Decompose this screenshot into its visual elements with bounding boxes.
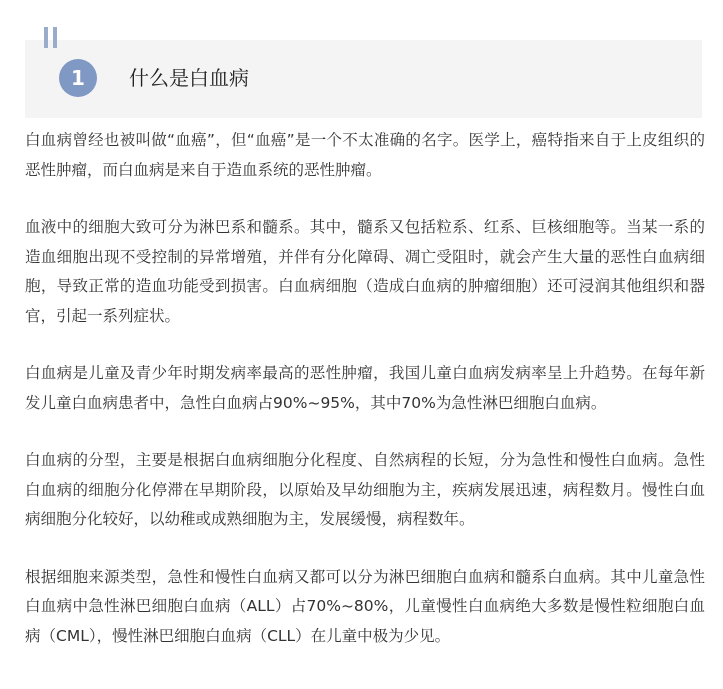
section-title: 什么是白血病 xyxy=(129,66,249,90)
paragraph-definition: 白血病曾经也被叫做“血癌”，但“血癌”是一个不太准确的名字。医学上，癌特指来自于上皮组织的恶性肿瘤，而白血病是来自于造血系统的恶性肿瘤。 xyxy=(25,131,705,179)
accent-bar xyxy=(44,27,48,48)
paragraph-incidence: 白血病是儿童及青少年时期发病率最高的恶性肿瘤，我国儿童白血病发病率呈上升趋势。在每年新发儿童白血病患者中，急性白血病占90%~95%，其中70%为急性淋巴细胞白血病。 xyxy=(25,364,705,412)
section-header xyxy=(25,40,702,118)
paragraph-cell-origin: 根据细胞来源类型，急性和慢性白血病又都可以分为淋巴细胞白血病和髓系白血病。其中儿童急性白血病中急性淋巴细胞白血病（ALL）占70%~80%，儿童慢性白血病绝大多数是慢性粒细胞白血病（CML），慢性淋巴细胞白血病（CLL）在儿童中极为少见。 xyxy=(25,567,705,645)
section-number-badge: 1 xyxy=(59,59,97,97)
paragraph-classification: 白血病的分型，主要是根据白血病细胞分化程度、自然病程的长短，分为急性和慢性白血病。急性白血病的细胞分化停滞在早期阶段，以原始及早幼细胞为主，疾病发展迅速，病程数月。慢性白血病细胞分化较好，以幼稚或成熟细胞为主，发展缓慢，病程数年。 xyxy=(25,451,705,528)
paragraph-blood-cells: 血液中的细胞大致可分为淋巴系和髓系。其中，髓系又包括粒系、红系、巨核细胞等。当某一系的造血细胞出现不受控制的异常增殖，并伴有分化障碍、凋亡受阻时，就会产生大量的恶性白血病细胞，导致正常的造血功能受到损害。白血病细胞（造成白血病的肿瘤细胞）还可浸润其他组织和器官，引起一系列症状。 xyxy=(25,218,705,325)
accent-bars-icon xyxy=(44,27,58,48)
accent-bar xyxy=(53,27,57,48)
article-body xyxy=(25,126,705,651)
